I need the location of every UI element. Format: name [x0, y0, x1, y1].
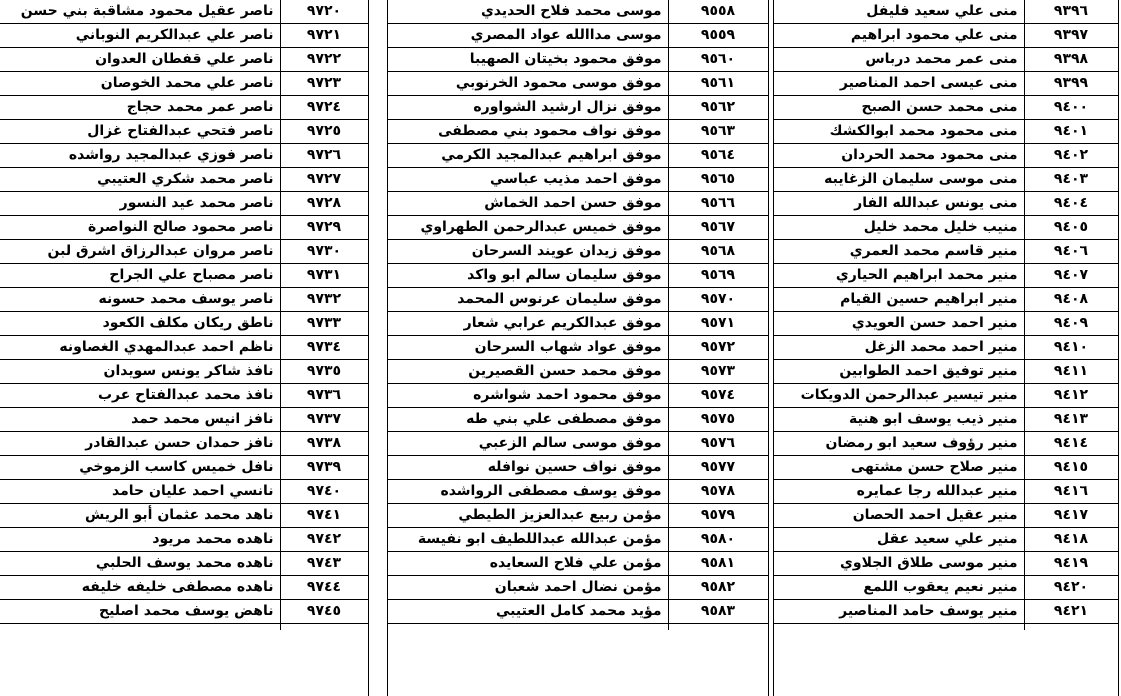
table-row — [0, 312, 368, 336]
person-name: منى موسى سليمان الزغايبه — [774, 168, 1024, 192]
table-row — [774, 0, 1118, 24]
person-name: ناهض يوسف محمد اصليح — [0, 600, 280, 624]
table-row — [388, 48, 768, 72]
person-name: منير موسى طلاق الجلاوي — [774, 552, 1024, 576]
record-number: ٩٧٣٨ — [280, 432, 368, 456]
table-row — [774, 600, 1118, 624]
table-row — [0, 0, 368, 24]
person-name: موفق زيدان عويند السرحان — [388, 240, 668, 264]
table-row — [774, 168, 1118, 192]
person-name: موسى محمد فلاح الحديدي — [388, 0, 668, 24]
table-row-cutoff — [0, 624, 368, 631]
record-number: ٩٤٠١ — [1024, 120, 1118, 144]
table-row — [0, 144, 368, 168]
record-number: ٩٧٣٣ — [280, 312, 368, 336]
table-row — [774, 240, 1118, 264]
record-number: ٩٣٩٧ — [1024, 24, 1118, 48]
person-name: منى عيسى احمد المناصير — [774, 72, 1024, 96]
table-row — [774, 96, 1118, 120]
record-number: ٩٧٣٤ — [280, 336, 368, 360]
record-number: ٩٤١٥ — [1024, 456, 1118, 480]
record-number: ٩٥٨٣ — [668, 600, 768, 624]
record-number: ٩٧٤٣ — [280, 552, 368, 576]
table-row — [388, 144, 768, 168]
table-row — [0, 120, 368, 144]
person-name: نافذ شاكر يونس سويدان — [0, 360, 280, 384]
person-name: منير توفيق احمد الطوابين — [774, 360, 1024, 384]
table-row — [388, 120, 768, 144]
table-row — [774, 48, 1118, 72]
table-row-cutoff — [388, 624, 768, 631]
person-name: موفق حسن احمد الخماش — [388, 192, 668, 216]
person-name: ناصر محمد شكري العتيبي — [0, 168, 280, 192]
record-number: ٩٥٦٤ — [668, 144, 768, 168]
table-row — [0, 408, 368, 432]
person-name: ناهده مصطفى خليفه خليفه — [0, 576, 280, 600]
record-number: ٩٧٢٧ — [280, 168, 368, 192]
person-name: منير محمد ابراهيم الحياري — [774, 264, 1024, 288]
person-name: موفق محمود بخيتان الصهيبا — [388, 48, 668, 72]
person-name: منير تيسير عبدالرحمن الدويكات — [774, 384, 1024, 408]
record-number: ٩٤١٠ — [1024, 336, 1118, 360]
person-name: موفق عواد شهاب السرحان — [388, 336, 668, 360]
record-number: ٩٤١٨ — [1024, 528, 1118, 552]
person-name: منى محمود محمد ابوالكشك — [774, 120, 1024, 144]
person-name: منير ذيب يوسف ابو هنية — [774, 408, 1024, 432]
table-row — [774, 192, 1118, 216]
table-row — [388, 384, 768, 408]
table-row — [388, 264, 768, 288]
person-name: موفق عبدالكريم عرابي شعار — [388, 312, 668, 336]
person-name: موفق محمود احمد شواشره — [388, 384, 668, 408]
person-name: ناظم احمد عبدالمهدي الغصاونه — [0, 336, 280, 360]
column-1 — [773, 0, 1119, 696]
person-name: مؤمن ربيع عبدالعزيز الطيطي — [388, 504, 668, 528]
person-name: مؤمن علي فلاح السعايده — [388, 552, 668, 576]
table-row — [388, 504, 768, 528]
table-row — [774, 264, 1118, 288]
table-row — [774, 480, 1118, 504]
person-name: ناهد محمد عثمان أبو الريش — [0, 504, 280, 528]
table-row — [0, 528, 368, 552]
person-name: منى محمد حسن الصبح — [774, 96, 1024, 120]
record-number: ٩٤٠٦ — [1024, 240, 1118, 264]
record-number: ٩٤١٩ — [1024, 552, 1118, 576]
record-number: ٩٤٢١ — [1024, 600, 1118, 624]
table-row — [0, 456, 368, 480]
record-number: ٩٥٧٤ — [668, 384, 768, 408]
record-number: ٩٤٠٣ — [1024, 168, 1118, 192]
table-row — [774, 120, 1118, 144]
table-row — [388, 432, 768, 456]
record-number: ٩٤١٧ — [1024, 504, 1118, 528]
table-row — [388, 216, 768, 240]
table-row — [388, 528, 768, 552]
table-row — [0, 24, 368, 48]
table-row — [774, 504, 1118, 528]
person-name: موفق ابراهيم عبدالمجيد الكرمي — [388, 144, 668, 168]
table-row — [774, 216, 1118, 240]
table-row — [388, 168, 768, 192]
record-number: ٩٥٦٧ — [668, 216, 768, 240]
record-number: ٩٤٠٨ — [1024, 288, 1118, 312]
person-name: موفق سليمان سالم ابو واكد — [388, 264, 668, 288]
person-name: ناصر مروان عبدالرزاق اشرق لبن — [0, 240, 280, 264]
table-row — [0, 240, 368, 264]
record-number: ٩٧٢٠ — [280, 0, 368, 24]
table-row — [388, 480, 768, 504]
person-name: ناصر علي قفطان العدوان — [0, 48, 280, 72]
table-row — [774, 72, 1118, 96]
person-name: منير عقيل احمد الحصان — [774, 504, 1024, 528]
record-number: ٩٧٢٥ — [280, 120, 368, 144]
table-row-cutoff — [774, 624, 1118, 631]
record-number: ٩٧٣١ — [280, 264, 368, 288]
person-name: ناصر علي محمد الخوصان — [0, 72, 280, 96]
record-number: ٩٤٠٩ — [1024, 312, 1118, 336]
table-row — [388, 0, 768, 24]
record-number: ٩٥٦٩ — [668, 264, 768, 288]
table-row — [0, 504, 368, 528]
table-row — [388, 72, 768, 96]
person-name: نافز حمدان حسن عبدالقادر — [0, 432, 280, 456]
empty-cell — [0, 624, 280, 631]
record-number: ٩٧٣٧ — [280, 408, 368, 432]
person-name: منير قاسم محمد العمري — [774, 240, 1024, 264]
record-number: ٩٥٧٦ — [668, 432, 768, 456]
person-name: موفق نواف حسين نوافله — [388, 456, 668, 480]
person-name: مؤيد محمد كامل العتيبي — [388, 600, 668, 624]
table-row — [388, 192, 768, 216]
table-row — [774, 456, 1118, 480]
record-number: ٩٥٦٠ — [668, 48, 768, 72]
person-name: منير رؤوف سعيد ابو رمضان — [774, 432, 1024, 456]
person-name: موفق يوسف مصطفى الرواشده — [388, 480, 668, 504]
table-row — [774, 408, 1118, 432]
record-number: ٩٥٦٦ — [668, 192, 768, 216]
table-row — [774, 576, 1118, 600]
table-row — [0, 552, 368, 576]
person-name: مؤمن نضال احمد شعبان — [388, 576, 668, 600]
table-row — [388, 240, 768, 264]
record-number: ٩٧٢٤ — [280, 96, 368, 120]
empty-cell — [1024, 624, 1118, 631]
person-name: ناصر محمود صالح النواصرة — [0, 216, 280, 240]
person-name: ناطق ريكان مكلف الكعود — [0, 312, 280, 336]
record-number: ٩٧٢٢ — [280, 48, 368, 72]
table-row — [0, 432, 368, 456]
table-row — [0, 384, 368, 408]
record-number: ٩٥٨٠ — [668, 528, 768, 552]
record-number: ٩٥٧٨ — [668, 480, 768, 504]
table-row — [388, 24, 768, 48]
table-row — [388, 600, 768, 624]
record-number: ٩٥٧٠ — [668, 288, 768, 312]
person-name: موفق موسى سالم الزعبي — [388, 432, 668, 456]
table-row — [388, 288, 768, 312]
person-name: ناصر مصباح علي الجراح — [0, 264, 280, 288]
table-row — [774, 360, 1118, 384]
table-row — [388, 408, 768, 432]
table-row — [388, 336, 768, 360]
record-number: ٩٥٦٨ — [668, 240, 768, 264]
record-number: ٩٤١٣ — [1024, 408, 1118, 432]
table-row — [774, 552, 1118, 576]
record-number: ٩٧٤٤ — [280, 576, 368, 600]
table-row — [0, 336, 368, 360]
empty-cell — [280, 624, 368, 631]
record-number: ٩٤١٦ — [1024, 480, 1118, 504]
table-row — [0, 168, 368, 192]
person-name: موفق موسى محمود الخرنوبي — [388, 72, 668, 96]
record-number: ٩٥٥٨ — [668, 0, 768, 24]
record-number: ٩٥٨٢ — [668, 576, 768, 600]
person-name: منير احمد محمد الزغل — [774, 336, 1024, 360]
person-name: منى يونس عبدالله الفار — [774, 192, 1024, 216]
person-name: نافز انيس محمد حمد — [0, 408, 280, 432]
person-name: منير نعيم يعقوب اللمع — [774, 576, 1024, 600]
record-number: ٩٥٧١ — [668, 312, 768, 336]
record-number: ٩٣٩٨ — [1024, 48, 1118, 72]
table-row — [0, 192, 368, 216]
person-name: منى محمود محمد الحردان — [774, 144, 1024, 168]
person-name: ناصر علي عبدالكريم النوباني — [0, 24, 280, 48]
person-name: ناصر عمر محمد حجاج — [0, 96, 280, 120]
record-number: ٩٥٦٥ — [668, 168, 768, 192]
empty-cell — [774, 624, 1024, 631]
record-number: ٩٧٤١ — [280, 504, 368, 528]
record-number: ٩٣٩٩ — [1024, 72, 1118, 96]
table-row — [388, 312, 768, 336]
table-row — [0, 360, 368, 384]
table-row — [774, 384, 1118, 408]
table-row — [774, 312, 1118, 336]
table-row — [774, 432, 1118, 456]
person-name: منى علي محمود ابراهيم — [774, 24, 1024, 48]
record-number: ٩٧٢٣ — [280, 72, 368, 96]
table-row — [0, 96, 368, 120]
person-name: ناصر فتحي عبدالفتاح غزال — [0, 120, 280, 144]
record-number: ٩٧٣٥ — [280, 360, 368, 384]
record-number: ٩٧٢٦ — [280, 144, 368, 168]
person-name: موفق محمد حسن القصيرين — [388, 360, 668, 384]
table-row — [774, 528, 1118, 552]
record-number: ٩٥٧٢ — [668, 336, 768, 360]
table-row — [388, 456, 768, 480]
record-number: ٩٥٦٢ — [668, 96, 768, 120]
record-number: ٩٥٧٩ — [668, 504, 768, 528]
record-number: ٩٥٧٥ — [668, 408, 768, 432]
table-row — [774, 336, 1118, 360]
person-name: منير علي سعيد عقل — [774, 528, 1024, 552]
record-number: ٩٤٠٠ — [1024, 96, 1118, 120]
table-row — [388, 576, 768, 600]
person-name: موفق نواف محمود بني مصطفى — [388, 120, 668, 144]
table-row — [0, 216, 368, 240]
table-row — [0, 288, 368, 312]
person-name: منير عبدالله رجا عمايره — [774, 480, 1024, 504]
name-table-1 — [774, 0, 1119, 630]
record-number: ٩٥٧٣ — [668, 360, 768, 384]
record-number: ٩٤٠٤ — [1024, 192, 1118, 216]
table-row — [0, 72, 368, 96]
person-name: منى علي سعيد فليفل — [774, 0, 1024, 24]
record-number: ٩٤٢٠ — [1024, 576, 1118, 600]
table-row — [0, 600, 368, 624]
record-number: ٩٥٨١ — [668, 552, 768, 576]
table-row — [774, 288, 1118, 312]
person-name: موسى مداالله عواد المصري — [388, 24, 668, 48]
record-number: ٩٥٦١ — [668, 72, 768, 96]
person-name: موفق نزال ارشيد الشواوره — [388, 96, 668, 120]
table-row — [0, 576, 368, 600]
record-number: ٩٧٣٩ — [280, 456, 368, 480]
record-number: ٩٤١٢ — [1024, 384, 1118, 408]
person-name: موفق مصطفى علي بني طه — [388, 408, 668, 432]
table-row — [388, 96, 768, 120]
table-row — [774, 24, 1118, 48]
table-row — [388, 552, 768, 576]
person-name: منير احمد حسن العويدي — [774, 312, 1024, 336]
person-name: منى عمر محمد درباس — [774, 48, 1024, 72]
person-name: ناصر محمد عيد النسور — [0, 192, 280, 216]
person-name: موفق احمد مذيب عباسي — [388, 168, 668, 192]
table-row — [774, 144, 1118, 168]
person-name: ناهده محمد يوسف الحلبي — [0, 552, 280, 576]
person-name: ناصر فوزي عبدالمجيد رواشده — [0, 144, 280, 168]
record-number: ٩٧٣٢ — [280, 288, 368, 312]
record-number: ٩٧٤٠ — [280, 480, 368, 504]
record-number: ٩٤٠٢ — [1024, 144, 1118, 168]
person-name: نافذ محمد عبدالفتاح عرب — [0, 384, 280, 408]
record-number: ٩٧٤٥ — [280, 600, 368, 624]
record-number: ٩٥٥٩ — [668, 24, 768, 48]
record-number: ٩٥٦٣ — [668, 120, 768, 144]
record-number: ٩٧٣٠ — [280, 240, 368, 264]
record-number: ٩٧٣٦ — [280, 384, 368, 408]
name-table-3 — [0, 0, 369, 630]
record-number: ٩٤١٤ — [1024, 432, 1118, 456]
empty-cell — [668, 624, 768, 631]
person-name: ناهده محمد مريود — [0, 528, 280, 552]
person-name: ناصر يوسف محمد حسونه — [0, 288, 280, 312]
record-number: ٩٤٠٧ — [1024, 264, 1118, 288]
person-name: ناصر عقيل محمود مشاقبة بني حسن — [0, 0, 280, 24]
table-row — [0, 264, 368, 288]
record-number: ٩٤١١ — [1024, 360, 1118, 384]
person-name: منير صلاح حسن مشتهى — [774, 456, 1024, 480]
person-name: مؤمن عبدالله عبداللطيف ابو نفيسة — [388, 528, 668, 552]
record-number: ٩٧٤٢ — [280, 528, 368, 552]
record-number: ٩٧٢١ — [280, 24, 368, 48]
person-name: منير يوسف حامد المناصير — [774, 600, 1024, 624]
column-3 — [0, 0, 369, 696]
column-2 — [387, 0, 769, 696]
record-number: ٩٤٠٥ — [1024, 216, 1118, 240]
record-number: ٩٧٢٨ — [280, 192, 368, 216]
record-number: ٩٧٢٩ — [280, 216, 368, 240]
person-name: نافل خميس كاسب الزموخي — [0, 456, 280, 480]
person-name: منيب خليل محمد خليل — [774, 216, 1024, 240]
person-name: موفق خميس عبدالرحمن الطهراوي — [388, 216, 668, 240]
table-row — [388, 360, 768, 384]
name-table-2 — [388, 0, 769, 630]
person-name: نانسي احمد عليان حامد — [0, 480, 280, 504]
empty-cell — [388, 624, 668, 631]
person-name: منير ابراهيم حسين القيام — [774, 288, 1024, 312]
table-row — [0, 48, 368, 72]
person-name: موفق سليمان عرنوس المحمد — [388, 288, 668, 312]
record-number: ٩٥٧٧ — [668, 456, 768, 480]
record-number: ٩٣٩٦ — [1024, 0, 1118, 24]
table-row — [0, 480, 368, 504]
